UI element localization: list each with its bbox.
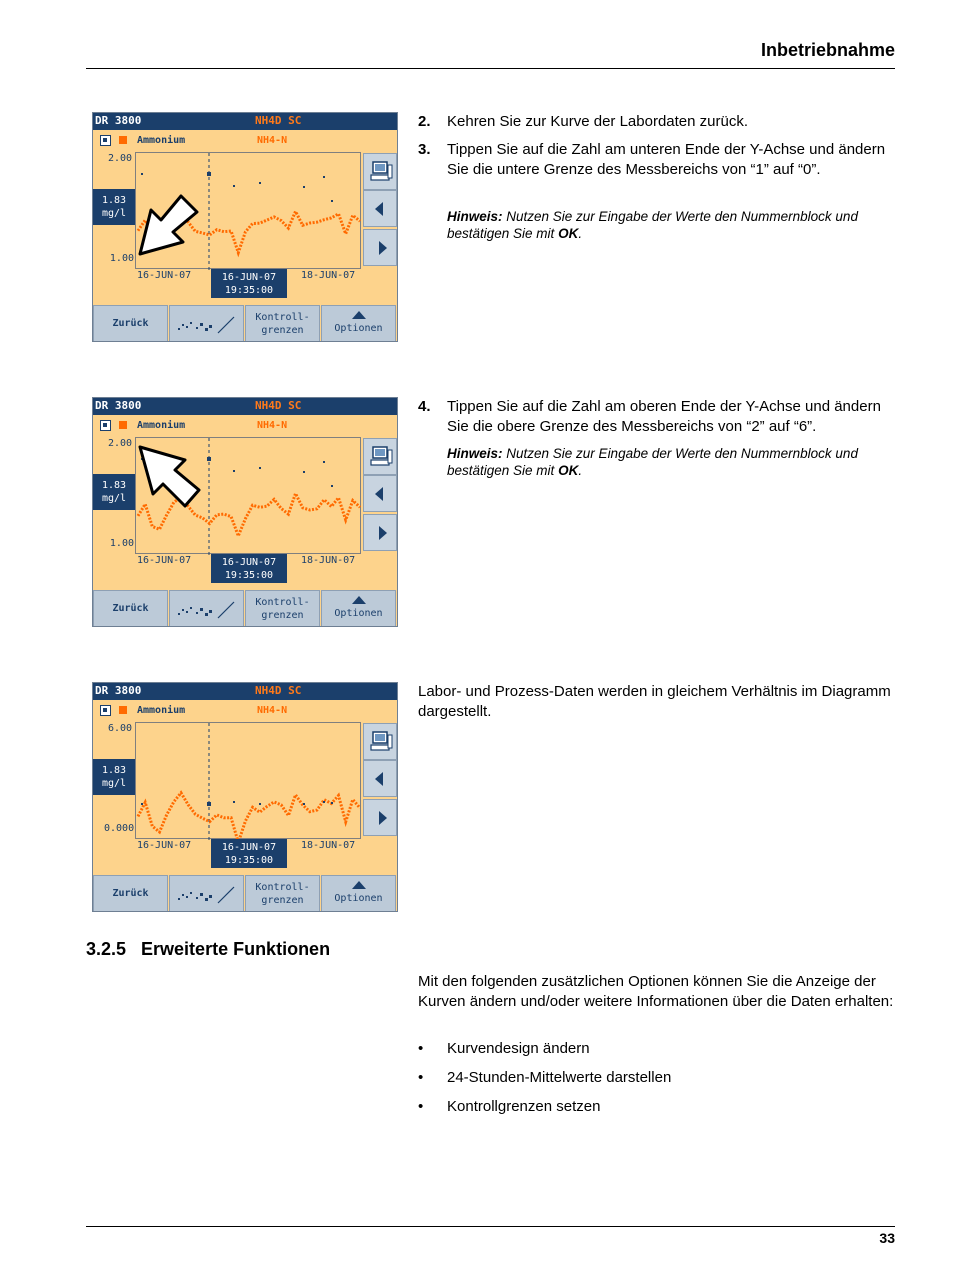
options-label: Optionen xyxy=(334,893,383,904)
pointer-arrow-icon xyxy=(93,398,398,627)
bullet-dot: • xyxy=(418,1098,424,1115)
lab-point xyxy=(331,802,333,804)
bullet-dot: • xyxy=(418,1040,424,1057)
instrument-model: DR 3800 xyxy=(95,399,142,412)
note-ok: OK xyxy=(558,463,579,478)
plot-area xyxy=(135,722,361,839)
parameter-row xyxy=(93,700,397,720)
sensor-name: NH4D SC xyxy=(255,114,302,127)
back-label: Zurück xyxy=(112,603,149,614)
note-text: Nutzen Sie zur Eingabe der Werte den Nummernblock und bestätigen Sie mit xyxy=(447,209,858,241)
step-number: 2. xyxy=(418,113,431,130)
scroll-right-button[interactable] xyxy=(363,799,397,836)
step-text: Tippen Sie auf die Zahl am oberen Ende der Y-Achse und ändern Sie die obere Grenze des Messbereichs von “2” auf “6”. xyxy=(447,398,881,435)
selected-time: 19:35:00 xyxy=(224,285,274,296)
selected-time: 19:35:00 xyxy=(224,855,274,866)
sensor-name: NH4D SC xyxy=(255,399,302,412)
bullet-dot: • xyxy=(418,1069,424,1086)
current-unit: mg/l xyxy=(101,493,127,504)
limits-label-2: grenzen xyxy=(261,325,304,336)
checkbox-icon[interactable] xyxy=(100,705,111,716)
orange-square-icon xyxy=(119,706,127,714)
bullet-text: 24-Stunden-Mittelwerte darstellen xyxy=(447,1069,672,1086)
ratio-paragraph: Labor- und Prozess-Daten werden in gleichem Verhältnis im Diagramm dargestellt. xyxy=(418,683,891,720)
section-title: 3.2.5 Erweiterte Funktionen xyxy=(86,939,331,959)
options-button[interactable] xyxy=(321,875,396,912)
limits-label-1: Kontroll- xyxy=(255,312,310,323)
back-label: Zurück xyxy=(112,318,149,329)
step-text: Tippen Sie auf die Zahl am unteren Ende der Y-Achse und ändern Sie die untere Grenze des Messbereichs von “1” auf “0”. xyxy=(447,141,886,178)
y-axis-top-value[interactable]: 6.00 xyxy=(108,723,133,734)
step-number: 4. xyxy=(418,398,431,415)
step-4 xyxy=(418,397,896,437)
y-axis-bottom-value[interactable]: 1.00 xyxy=(109,253,134,264)
instrument-screen xyxy=(92,397,398,627)
header-title: Inbetriebnahme xyxy=(760,40,895,60)
lab-point xyxy=(259,803,261,805)
current-unit: mg/l xyxy=(101,208,127,219)
limits-label-2: grenzen xyxy=(261,610,304,621)
triangle-left-icon xyxy=(364,761,398,798)
parameter-name: Ammonium xyxy=(137,420,186,431)
date-left: 16-JUN-07 xyxy=(137,270,192,281)
screen-titlebar xyxy=(93,683,397,700)
date-right: 18-JUN-07 xyxy=(301,840,356,851)
y-axis-bottom-value[interactable]: 1.00 xyxy=(109,538,134,549)
parameter-form: NH4-N xyxy=(257,705,288,716)
current-value: 1.83 xyxy=(101,480,127,491)
y-axis-top-value[interactable]: 2.00 xyxy=(108,153,133,164)
selected-time: 19:35:00 xyxy=(224,570,274,581)
triangle-right-icon xyxy=(364,800,398,837)
current-value: 1.83 xyxy=(101,765,127,776)
instrument-model: DR 3800 xyxy=(95,684,142,697)
back-label: Zurück xyxy=(112,888,149,899)
note-ok: OK xyxy=(558,226,579,241)
current-unit: mg/l xyxy=(101,778,127,789)
bullet-text: Kurvendesign ändern xyxy=(447,1040,590,1057)
control-limits-button[interactable] xyxy=(245,875,320,912)
lab-point xyxy=(141,803,143,805)
date-right: 18-JUN-07 xyxy=(301,555,356,566)
step-text: Kehren Sie zur Kurve der Labordaten zurück. xyxy=(447,113,749,130)
y-axis-top-value[interactable]: 2.00 xyxy=(108,438,133,449)
lab-point xyxy=(303,803,305,805)
triangle-up-icon xyxy=(322,879,397,893)
instrument-model: DR 3800 xyxy=(95,114,142,127)
options-label: Optionen xyxy=(334,323,383,334)
parameter-name: Ammonium xyxy=(137,705,186,716)
date-left: 16-JUN-07 xyxy=(137,840,192,851)
computer-button[interactable] xyxy=(363,723,397,760)
back-button[interactable] xyxy=(93,875,168,912)
instrument-screen xyxy=(92,682,398,912)
step-3 xyxy=(418,140,896,180)
y-axis-bottom-value[interactable]: 0.000 xyxy=(104,823,135,834)
curve-style-icon xyxy=(170,876,245,912)
scroll-left-button[interactable] xyxy=(363,760,397,797)
selected-date: 16-JUN-07 xyxy=(221,272,277,283)
options-label: Optionen xyxy=(334,608,383,619)
intro-paragraph: Mit den folgenden zusätzlichen Optionen können Sie die Anzeige der Kurven ändern und/oder weitere Informationen über die Daten erhalten: xyxy=(418,973,894,1010)
selected-date: 16-JUN-07 xyxy=(221,842,277,853)
pointer-arrow-icon xyxy=(93,113,398,342)
current-value-box xyxy=(93,759,135,795)
step-2 xyxy=(418,112,896,132)
selected-date: 16-JUN-07 xyxy=(221,557,277,568)
date-right: 18-JUN-07 xyxy=(301,270,356,281)
note-2 xyxy=(447,445,896,479)
page-footer xyxy=(86,1226,895,1246)
selected-time-box xyxy=(211,839,287,868)
note-end: . xyxy=(578,463,583,478)
parameter-name: Ammonium xyxy=(137,135,186,146)
step-number: 3. xyxy=(418,141,431,158)
sensor-name: NH4D SC xyxy=(255,684,302,697)
parameter-form: NH4-N xyxy=(257,420,288,431)
lab-point xyxy=(233,801,235,803)
note-1 xyxy=(447,208,896,242)
page-number: 33 xyxy=(879,1230,895,1246)
curve-style-button[interactable] xyxy=(169,875,244,912)
instrument-screen xyxy=(92,112,398,342)
bullet-text: Kontrollgrenzen setzen xyxy=(447,1098,601,1115)
computer-icon xyxy=(364,724,398,761)
page-header xyxy=(86,38,895,69)
lab-point xyxy=(323,801,325,803)
parameter-form: NH4-N xyxy=(257,135,288,146)
note-lead: Hinweis: xyxy=(447,446,503,461)
limits-label-1: Kontroll- xyxy=(255,597,310,608)
limits-label-2: grenzen xyxy=(261,895,304,906)
note-lead: Hinweis: xyxy=(447,209,503,224)
current-value: 1.83 xyxy=(101,195,127,206)
lab-point xyxy=(207,802,211,806)
limits-label-1: Kontroll- xyxy=(255,882,310,893)
note-end: . xyxy=(578,226,583,241)
process-curve xyxy=(138,793,360,840)
date-left: 16-JUN-07 xyxy=(137,555,192,566)
note-text: Nutzen Sie zur Eingabe der Werte den Nummernblock und bestätigen Sie mit xyxy=(447,446,858,478)
